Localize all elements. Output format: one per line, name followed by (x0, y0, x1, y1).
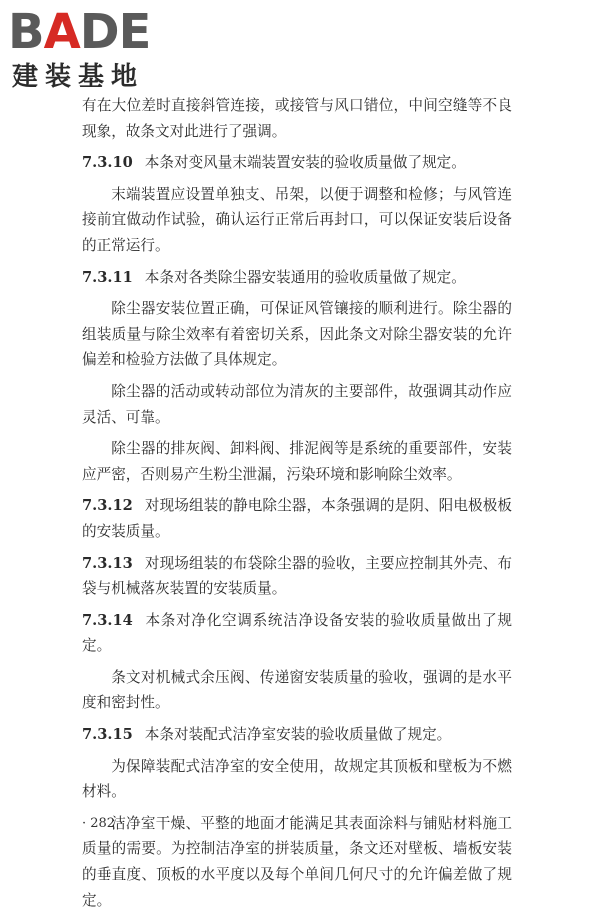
clause-7-3-12 (82, 493, 512, 544)
paragraph: 末端装置应设置单独支、吊架，以便于调整和检修；与风管连接前宜做动作试验，确认运行正常后再封口，可以保证安装后设备的正常运行。 (82, 185, 512, 254)
clause-text: 本条对装配式洁净室安装的验收质量做了规定。 (144, 726, 452, 744)
clause-text: 对现场组装的静电除尘器，本条强调的是阴、阳电极极板的安装质量。 (82, 497, 512, 540)
intro-paragraph: 有在大位差时直接斜管连接，或接管与风口错位，中间空缝等不良现象，故条文对此进行了强调。 (82, 97, 512, 140)
document-body (82, 93, 512, 913)
clause-text: 对现场组装的布袋除尘器的验收，主要应控制其外壳、布袋与机械落灰装置的安装质量。 (82, 554, 512, 598)
clause-7-3-10 (82, 150, 512, 176)
clause-7-3-15 (82, 722, 512, 748)
clause-text: 本条对净化空调系统洁净设备安装的验收质量做出了规定。 (82, 611, 512, 655)
clause-number: 7.3.14 (82, 611, 133, 629)
paragraph: 除尘器的活动或转动部位为清灰的主要部件，故强调其动作应灵活、可靠。 (82, 382, 512, 426)
paragraph: 洁净室干燥、平整的地面才能满足其表面涂料与铺贴材料施工质量的需要。为控制洁净室的拼装质量，条文还对壁板、墙板安装的垂直度、顶板的水平度以及每个单间几何尺寸的允许偏差做了规定。 (82, 814, 512, 909)
clause-number: 7.3.12 (82, 497, 133, 515)
paragraph: 为保障装配式洁净室的安全使用，故规定其顶板和壁板为不燃材料。 (82, 757, 512, 801)
logo-wordmark: BADE (8, 4, 151, 60)
clause-number: 7.3.15 (82, 726, 133, 744)
clause-7-3-11 (82, 265, 512, 291)
clause-text: 本条对变风量末端装置安装的验收质量做了规定。 (144, 154, 466, 172)
clause-text: 本条对各类除尘器安装通用的验收质量做了规定。 (144, 268, 466, 286)
clause-7-3-14 (82, 608, 512, 659)
brand-logo (8, 6, 178, 94)
logo-subtitle: 建装基地 (12, 62, 145, 92)
clause-number: 7.3.11 (82, 268, 133, 286)
clause-number: 7.3.10 (82, 154, 133, 172)
clause-7-3-13 (82, 551, 512, 602)
clause-number: 7.3.13 (82, 554, 133, 572)
paragraph: 除尘器的排灰阀、卸料阀、排泥阀等是系统的重要部件，安装应严密，否则易产生粉尘泄漏，污染环境和影响除尘效率。 (82, 440, 512, 483)
paragraph: 除尘器安装位置正确，可保证风管镶接的顺利进行。除尘器的组装质量与除尘效率有着密切关系，因此条文对除尘器安装的允许偏差和检验方法做了具体规定。 (82, 300, 512, 369)
page-number: · 282 · (82, 816, 124, 831)
paragraph: 条文对机械式余压阀、传递窗安装质量的验收，强调的是水平度和密封性。 (82, 668, 512, 712)
